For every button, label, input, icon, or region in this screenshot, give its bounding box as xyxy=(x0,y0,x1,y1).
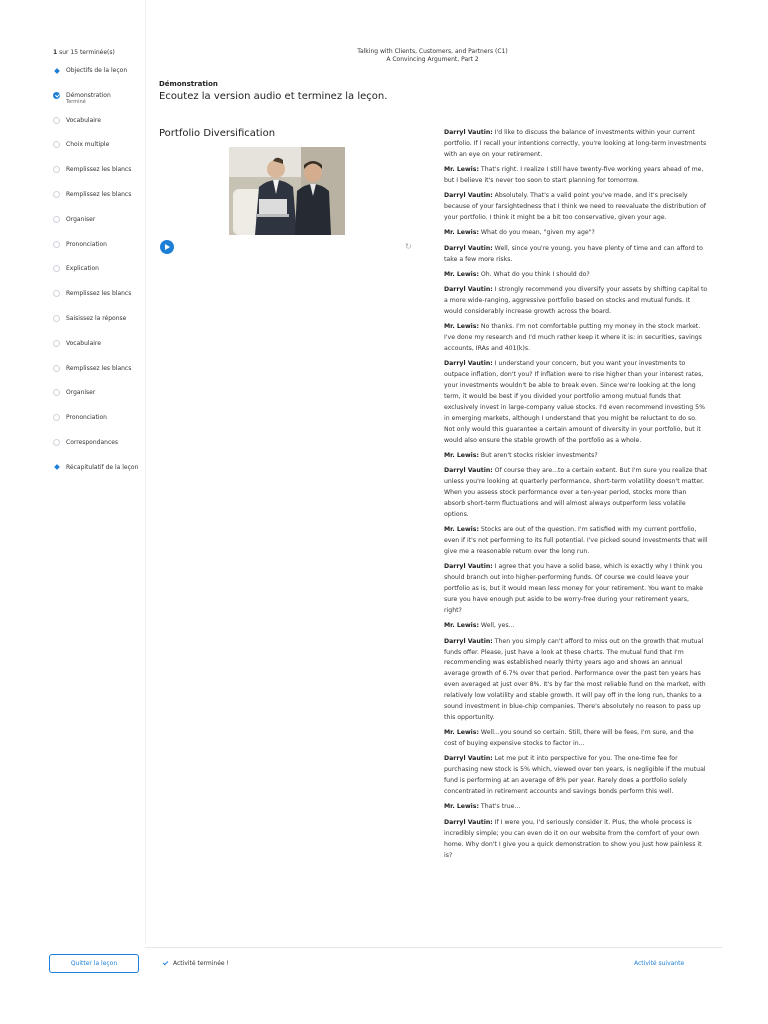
sidebar-item[interactable] xyxy=(53,390,145,410)
sidebar-item[interactable] xyxy=(53,341,145,361)
dialogue-line xyxy=(444,562,708,617)
speaker-name: Mr. Lewis: xyxy=(444,229,479,237)
empty-circle-icon xyxy=(53,117,60,124)
dialogue-text: Well...you sound so certain. Still, there will be fees, I'm sure, and the cost of buying expensive stocks to factor in... xyxy=(444,729,694,748)
dialogue-text: I strongly recommend you diversify your assets by shifting capital to a more wide-ranging, aggressive portfolio based on stocks and mutual funds. It would considerably increase growth across the board. xyxy=(444,286,708,316)
sidebar-item[interactable] xyxy=(53,167,145,187)
sidebar-item-label: Choix multiple xyxy=(66,141,110,149)
audio-play-button[interactable] xyxy=(160,240,174,254)
dialogue-line xyxy=(444,128,708,161)
sidebar-item-label: Vocabulaire xyxy=(66,116,101,124)
speaker-name: Darryl Vautin: xyxy=(444,818,493,826)
sidebar-item[interactable] xyxy=(53,316,145,336)
sidebar-item-label: Remplissez les blancs xyxy=(66,191,132,198)
dialogue-line xyxy=(444,818,708,862)
dialogue-line xyxy=(444,621,708,632)
dialogue-line xyxy=(444,228,708,239)
dialogue-text: What do you mean, "given my age"? xyxy=(478,229,595,237)
dialogue-line xyxy=(444,322,708,355)
sidebar-item[interactable] xyxy=(53,366,145,386)
replay-icon[interactable]: ↻ xyxy=(405,242,412,251)
speaker-name: Mr. Lewis: xyxy=(444,166,479,174)
empty-circle-icon xyxy=(53,389,60,396)
empty-circle-icon xyxy=(53,141,60,148)
sidebar-item-label: Récapitulatif de la leçon xyxy=(66,463,139,471)
sidebar-item-label: Saisissez la réponse xyxy=(66,315,127,322)
sidebar-item[interactable] xyxy=(53,217,145,237)
speaker-name: Darryl Vautin: xyxy=(444,244,493,252)
dialogue-title: Portfolio Diversification xyxy=(159,128,276,139)
empty-circle-icon xyxy=(53,439,60,446)
sidebar-item-status: Terminé xyxy=(66,98,86,105)
activity-complete-status: Activité terminée ! xyxy=(162,960,229,967)
empty-circle-icon xyxy=(53,191,60,198)
sidebar-item-label: Explication xyxy=(66,265,99,273)
sidebar-item[interactable] xyxy=(53,118,145,138)
activity-type-label: Démonstration xyxy=(159,80,218,88)
sidebar-item-label: Remplissez les blancs xyxy=(66,290,132,298)
sidebar-item[interactable] xyxy=(53,440,145,460)
speaker-name: Mr. Lewis: xyxy=(444,803,479,811)
dialogue-line xyxy=(444,191,708,224)
dialogue-text: I agree that you have a solid base, which is exactly why I think you should branch out into higher-performing funds. Of course we could leave your portfolio as is, but it would mean less money for your retirement. You want to make sure you have enough put aside to be worry-free during your retirement years, right? xyxy=(444,563,704,615)
instruction-heading: Ecoutez la version audio et terminez la leçon. xyxy=(159,91,388,102)
dialogue-line xyxy=(444,451,708,462)
dialogue-text: I understand your concern, but you want your investments to outpace inflation, don't you? If inflation were to rise higher than your interest rates, your investments wouldn't be able to break even. Since we're looking at the long term, it would be best if you divided your portfolio among mutual funds that exclusively invest in large-company value stocks. I'd even recommend investing 5% in emerging markets, although I understand that you might be reluctant to do so. Not only would this guarantee a certain amount of diversity in your portfolio, but it would also ensure the stable growth of the portfolio as a whole. xyxy=(444,360,706,444)
dialogue-text: Stocks are out of the question. I'm satisfied with my current portfolio, even if it's not performing to its full potential. I've picked sound investments that will give me a reasonable return over the long run. xyxy=(444,526,708,556)
empty-circle-icon xyxy=(53,290,60,297)
dialogue-line xyxy=(444,525,708,558)
sidebar-item[interactable] xyxy=(53,192,145,212)
sidebar-item-label: Prononciation xyxy=(66,414,107,422)
dialogue-line xyxy=(444,728,708,750)
speaker-name: Darryl Vautin: xyxy=(444,360,493,368)
dialogue-line xyxy=(444,285,708,318)
dialogue-text: Well, yes... xyxy=(478,622,515,630)
dialogue-line xyxy=(444,754,708,798)
dialogue-text: That's right. I realize I still have twenty-five working years ahead of me, but I believe it's never too soon to start planning for tomorrow. xyxy=(444,166,704,185)
dialogue-text: No thanks. I'm not comfortable putting my money in the stock market. I've done my research and I'd much rather keep it where it is: in securities, savings accounts, IRAs and 401(k)s. xyxy=(444,323,702,353)
dialogue-text: Well, since you're young, you have plenty of time and can afford to take a few more risks. xyxy=(444,244,703,263)
business-meeting-photo xyxy=(229,147,345,235)
dialogue-text: If I were you, I'd seriously consider it. Plus, the whole process is incredibly simple; you can even do it on our website from the comfort of your own home. Why don't I give you a quick demonstration to show you just how painless it is? xyxy=(444,818,702,859)
speaker-name: Darryl Vautin: xyxy=(444,755,493,763)
lesson-title: A Convincing Argument, Part 2 xyxy=(386,56,479,63)
dialogue-line xyxy=(444,244,708,266)
sidebar-item-label: Remplissez les blancs xyxy=(66,166,132,174)
speaker-name: Darryl Vautin: xyxy=(444,192,493,200)
dialogue-line xyxy=(444,466,708,521)
speaker-name: Darryl Vautin: xyxy=(444,286,493,294)
lesson-sidebar xyxy=(0,0,146,944)
sidebar-item[interactable] xyxy=(53,93,145,113)
dialogue-line xyxy=(444,802,708,813)
dialogue-line xyxy=(444,270,708,281)
dialogue-text: Then you simply can't afford to miss out on the growth that mutual funds offer. Please, just have a look at these charts. The mutual fund that I'm recommending was established nearly thirty years ago and shows an annual average growth of 6.7% over that period. Performance over the past ten years has even averaged at just over 8%. It's by far the most reliable fund on the market, with relatively low volatility and stable growth. It will pay off in the long run, thanks to a sound investment in blue-chip companies. There's absolutely no reason to pass up this opportunity. xyxy=(444,637,706,721)
sidebar-item-label: Démonstration xyxy=(66,91,111,99)
diamond-icon xyxy=(53,67,60,74)
sidebar-item[interactable] xyxy=(53,291,145,311)
speaker-name: Mr. Lewis: xyxy=(444,526,479,534)
empty-circle-icon xyxy=(53,265,60,272)
speaker-name: Mr. Lewis: xyxy=(444,729,479,737)
dialogue-transcript xyxy=(444,128,708,866)
footer-divider xyxy=(145,947,722,948)
sidebar-item-label: Objectifs de la leçon xyxy=(66,67,128,74)
speaker-name: Mr. Lewis: xyxy=(444,323,479,331)
speaker-name: Darryl Vautin: xyxy=(444,637,493,645)
speaker-name: Mr. Lewis: xyxy=(444,622,479,630)
completed-check-icon xyxy=(53,92,60,99)
next-activity-link[interactable]: Activité suivante xyxy=(634,960,685,967)
quit-lesson-button[interactable]: Quitter la leçon xyxy=(49,954,139,973)
empty-circle-icon xyxy=(53,365,60,372)
course-title: Talking with Clients, Customers, and Partners (C1) xyxy=(357,48,508,55)
empty-circle-icon xyxy=(53,241,60,248)
empty-circle-icon xyxy=(53,216,60,223)
sidebar-item[interactable] xyxy=(53,266,145,286)
sidebar-item[interactable] xyxy=(53,465,145,485)
empty-circle-icon xyxy=(53,315,60,322)
speaker-name: Darryl Vautin: xyxy=(444,129,493,136)
sidebar-item[interactable] xyxy=(53,242,145,262)
sidebar-item-label: Remplissez les blancs xyxy=(66,364,132,372)
sidebar-item-label: Prononciation xyxy=(66,240,107,248)
empty-circle-icon xyxy=(53,340,60,347)
empty-circle-icon xyxy=(53,166,60,173)
sidebar-item-label: Organiser xyxy=(66,215,96,223)
empty-circle-icon xyxy=(53,414,60,421)
speaker-name: Mr. Lewis: xyxy=(444,270,479,278)
dialogue-text: Absolutely. That's a valid point you've made, and it's precisely because of your farsightedness that I think we need to reevaluate the distribution of your portfolio. I think it might be a bit too conservative, given your age. xyxy=(444,192,706,222)
dialogue-text: That's true... xyxy=(478,803,521,811)
dialogue-text: I'd like to discuss the balance of investments within your current portfolio. If I recall your intentions correctly, you're looking at long-term investments with an eye on your retirement. xyxy=(444,129,707,158)
speaker-name: Mr. Lewis: xyxy=(444,452,479,460)
progress-counter: 1 sur 15 terminée(s) xyxy=(53,49,115,56)
diamond-icon xyxy=(53,464,60,471)
sidebar-item-label: Correspondances xyxy=(66,439,119,446)
dialogue-line xyxy=(444,165,708,187)
dialogue-text: Let me put it into perspective for you. The one-time fee for purchasing new stock is 5% which, viewed over ten years, is negligible if the mutual fund is performing at an average of 8% per year. Rarely does a portfolio solely concentrated in retirement accounts and savings bonds perform this well. xyxy=(444,755,706,796)
sidebar-item[interactable] xyxy=(53,68,145,88)
dialogue-text: Oh. What do you think I should do? xyxy=(478,270,590,278)
sidebar-item-label: Organiser xyxy=(66,389,96,397)
speaker-name: Darryl Vautin: xyxy=(444,467,493,475)
checkmark-icon xyxy=(162,960,168,966)
sidebar-item-label: Vocabulaire xyxy=(66,339,101,347)
sidebar-item[interactable] xyxy=(53,142,145,162)
dialogue-line xyxy=(444,637,708,724)
speaker-name: Darryl Vautin: xyxy=(444,563,493,571)
dialogue-text: Of course they are...to a certain extent. But I'm sure you realize that unless you're looking at quarterly performance, short-term volatility doesn't matter. When you assess stock performance over a ten-year period, stocks more than absorb short-term fluctuations and will almost always outperform less volatile options. xyxy=(444,467,708,518)
sidebar-item[interactable] xyxy=(53,415,145,435)
dialogue-text: But aren't stocks riskier investments? xyxy=(478,452,598,460)
dialogue-line xyxy=(444,359,708,446)
